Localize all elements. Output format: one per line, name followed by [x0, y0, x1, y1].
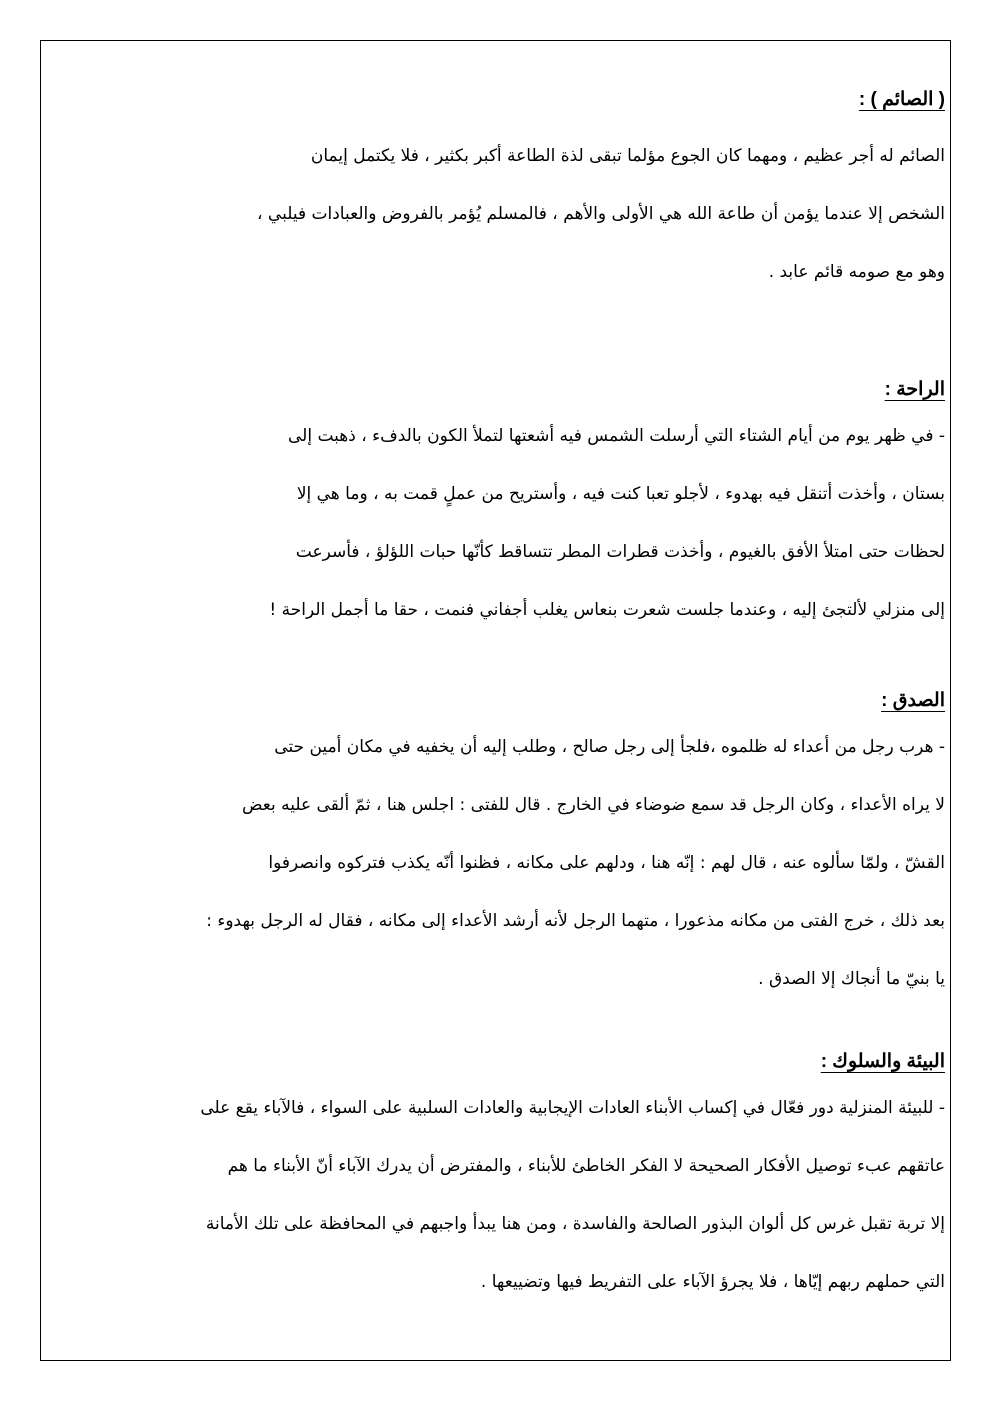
section-heading: البيئة والسلوك : [820, 1051, 945, 1072]
section-body [48, 407, 945, 639]
paragraph-line: القشّ ، ولمّا سألوه عنه ، قال لهم : إنّه هنا ، ودلهم على مكانه ، فظنوا أنّه يكذب فتركوه وانصرفوا [268, 853, 945, 873]
paragraph-line: إلى منزلي لألتجئ إليه ، وعندما جلست شعرت بنعاس يغلب أجفاني فنمت ، حقا ما أجمل الراحة ! [269, 600, 945, 620]
paragraph-line: إلا تربة تقبل غرس كل ألوان البذور الصالحة والفاسدة ، ومن هنا يبدأ واجبهم في المحافظة على تلك الأمانة [205, 1214, 945, 1234]
section-fasting [48, 85, 945, 301]
paragraph-line: - للبيئة المنزلية دور فعّال في إكساب الأبناء العادات الإيجابية والعادات السلبية على السواء ، فالآباء يقع على [200, 1098, 945, 1118]
section-body [48, 718, 945, 1008]
paragraph-line: يا بنيّ ما أنجاك إلا الصدق . [758, 969, 945, 989]
section-heading: ( الصائم ) : [858, 89, 945, 110]
section-heading: الراحة : [884, 379, 945, 400]
paragraph-line: بعد ذلك ، خرج الفتى من مكانه مذعورا ، متهما الرجل لأنه أرشد الأعداء إلى مكانه ، فقال له الرجل بهدوء : [206, 911, 945, 931]
paragraph-line: الشخص إلا عندما يؤمن أن طاعة الله هي الأولى والأهم ، فالمسلم يُؤمر بالفروض والعبادات فيلبي ، [257, 204, 945, 224]
paragraph-line: عاتقهم عبء توصيل الأفكار الصحيحة لا الفكر الخاطئ للأبناء ، والمفترض أن يدرك الآباء أنّ الأبناء ما هم [227, 1156, 945, 1176]
section-environment-behavior [48, 1047, 945, 1311]
paragraph-line: الصائم له أجر عظيم ، ومهما كان الجوع مؤلما تبقى لذة الطاعة أكبر بكثير ، فلا يكتمل إيمان [310, 146, 945, 166]
paragraph-line: - هرب رجل من أعداء له ظلموه ،فلجأ إلى رجل صالح ، وطلب إليه أن يخفيه في مكان أمين حتى [274, 737, 945, 757]
paragraph-line: التي حملهم ربهم إيّاها ، فلا يجرؤ الآباء على التفريط فيها وتضييعها . [480, 1272, 945, 1292]
paragraph-line: - في ظهر يوم من أيام الشتاء التي أرسلت الشمس فيه أشعتها لتملأ الكون بالدفء ، ذهبت إلى [288, 426, 945, 446]
section-heading: الصدق : [881, 690, 945, 711]
paragraph-line: لحظات حتى امتلأ الأفق بالغيوم ، وأخذت قطرات المطر تتساقط كأنّها حبات اللؤلؤ ، فأسرعت [295, 542, 945, 562]
paragraph-line: بستان ، وأخذت أتنقل فيه بهدوء ، لأجلو تعبا كنت فيه ، وأستريح من عملٍ قمت به ، وما هي إلا [296, 484, 945, 504]
section-body [48, 127, 945, 301]
paragraph-line: وهو مع صومه قائم عابد . [768, 262, 945, 282]
section-body [48, 1079, 945, 1311]
section-rest [48, 375, 945, 639]
paragraph-line: لا يراه الأعداء ، وكان الرجل قد سمع ضوضاء في الخارج . قال للفتى : اجلس هنا ، ثمّ ألقى عليه بعض [241, 795, 945, 815]
section-honesty [48, 686, 945, 1008]
